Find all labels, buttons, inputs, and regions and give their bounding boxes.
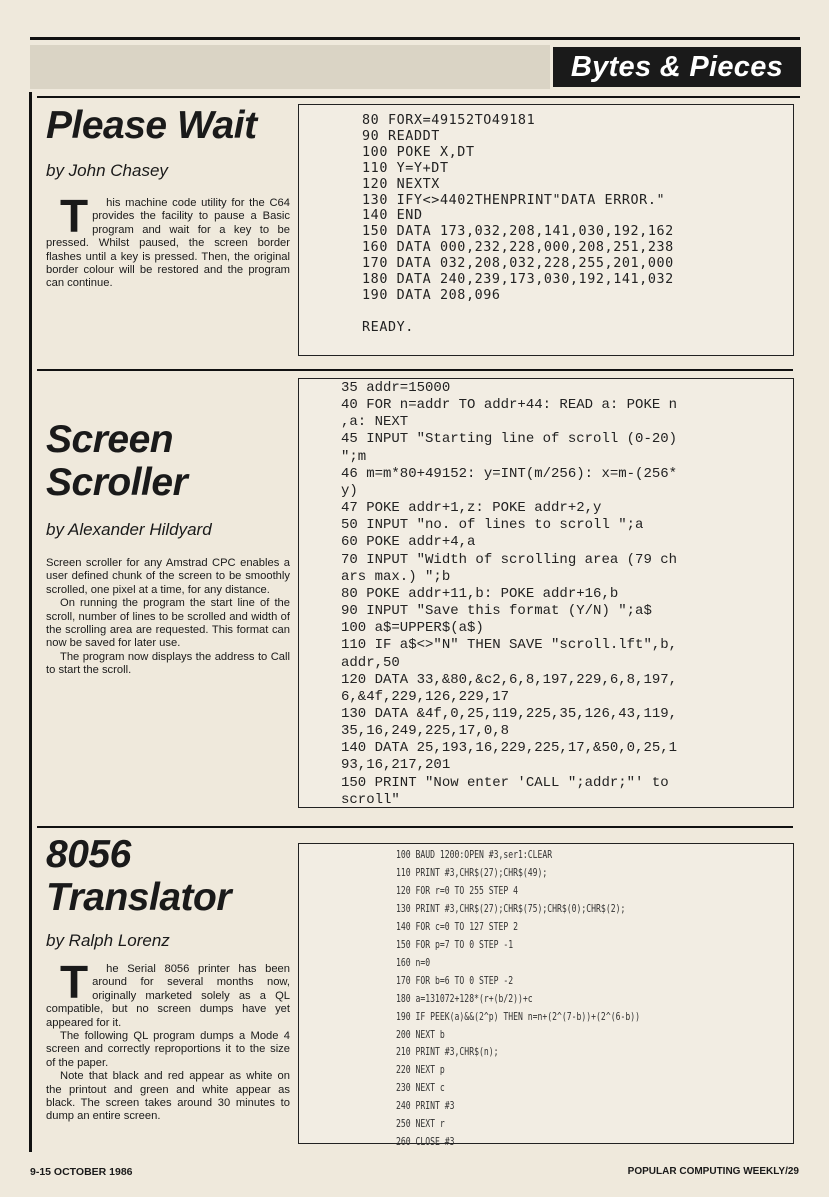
article-paragraph: Note that black and red appear as white on the printout and green and white appear as black. The screen takes around 30 minutes to dump an entire screen.: [46, 1070, 290, 1123]
code-line: 120 FOR r=0 TO 255 STEP 4: [396, 884, 518, 897]
code-line: 230 NEXT c: [396, 1082, 445, 1095]
code-line: 150 FOR p=7 TO 0 STEP -1: [396, 938, 514, 951]
article-paragraph: On running the program the start line of the scroll, number of lines to be scrolled and width of the scrolling area are requested. This format can now be saved for later use.: [46, 597, 290, 650]
top-rule: [30, 37, 800, 40]
code-line: 180 a=131072+128*(r+(b/2))+c: [396, 992, 533, 1005]
code-line: 110 Y=Y+DT: [362, 160, 449, 176]
article-title: Screen Scroller: [46, 418, 188, 504]
code-line: 140 FOR c=0 TO 127 STEP 2: [396, 920, 518, 933]
left-column-rule: [29, 92, 32, 1152]
code-line: 180 DATA 240,239,173,030,192,141,032: [362, 272, 674, 288]
code-line: 130 PRINT #3,CHR$(27);CHR$(75);CHR$(0);CHR$(2);: [396, 902, 626, 915]
code-line: 220 NEXT p: [396, 1064, 445, 1077]
code-line: 170 FOR b=6 TO 0 STEP -2: [396, 974, 514, 987]
code-line: 190 DATA 208,096: [362, 287, 501, 303]
code-line: 160 n=0: [396, 956, 431, 969]
code-line: 100 POKE X,DT: [362, 144, 475, 160]
drop-cap: T: [60, 190, 89, 242]
code-line: 150 DATA 173,032,208,141,030,192,162: [362, 224, 674, 240]
code-line: 100 a$=UPPER$(a$): [341, 620, 484, 637]
article-byline: by Alexander Hildyard: [46, 520, 212, 539]
article-body: [46, 956, 290, 1124]
code-line: y): [341, 482, 358, 499]
code-line: 93,16,217,201: [341, 757, 451, 774]
article-paragraph: T his machine code utility for the C64 provides the facility to pause a Basic program and wait for a key to be pressed. Whilst paused, the screen border flashes until a key is pressed. Then, the original border colour will be restored and the program can continue.: [46, 190, 290, 290]
code-line: 46 m=m*80+49152: y=INT(m/256): x=m-(256*: [341, 465, 678, 482]
code-line: 45 INPUT "Starting line of scroll (0-20): [341, 431, 678, 448]
code-line: READY.: [362, 319, 414, 335]
code-line: 40 FOR n=addr TO addr+44: READ a: POKE n: [341, 397, 678, 414]
code-line: 150 PRINT "Now enter 'CALL ";addr;"' to: [341, 774, 669, 791]
section-header: Bytes & Pieces: [553, 47, 801, 87]
article-8056-translator: [46, 833, 290, 1124]
code-line: 160 DATA 000,232,228,000,208,251,238: [362, 240, 674, 256]
code-line: 70 INPUT "Width of scrolling area (79 ch: [341, 551, 678, 568]
code-line: ars max.) ";b: [341, 568, 451, 585]
code-line: 140 END: [362, 208, 423, 224]
article-please-wait: [46, 104, 290, 291]
code-line: 6,&4f,229,126,229,17: [341, 688, 510, 705]
code-line: addr,50: [341, 654, 400, 671]
article-paragraph: The program now displays the address to Call to start the scroll.: [46, 650, 290, 677]
article-byline: by Ralph Lorenz: [46, 931, 170, 950]
code-line: 80 POKE addr+11,b: POKE addr+16,b: [341, 585, 619, 602]
code-line: 190 IF PEEK(a)&&(2^p) THEN n=n+(2^(7-b))+(2^(6-b)): [396, 1010, 640, 1023]
code-line: ,a: NEXT: [341, 414, 409, 431]
code-listing-box: [298, 104, 794, 356]
drop-cap: T: [60, 956, 89, 1008]
article-byline: by John Chasey: [46, 161, 168, 180]
code-line: 80 FORX=49152TO49181: [362, 113, 536, 128]
code-line: 170 DATA 032,208,032,228,255,201,000: [362, 256, 674, 272]
code-line: 90 READDT: [362, 128, 440, 144]
code-line: 110 IF a$<>"N" THEN SAVE "scroll.lft",b,: [341, 637, 678, 654]
code-line: 110 PRINT #3,CHR$(27);CHR$(49);: [396, 866, 548, 879]
code-line: ";m: [341, 448, 367, 465]
code-listing-box: [298, 378, 794, 808]
code-line: 240 PRINT #3: [396, 1100, 455, 1113]
code-line: 120 NEXTX: [362, 176, 440, 192]
code-listing-box: [298, 843, 794, 1149]
code-line: 130 IFY<>4402THENPRINT"DATA ERROR.": [362, 192, 666, 208]
code-listing: [396, 847, 640, 1152]
code-line: 47 POKE addr+1,z: POKE addr+2,y: [341, 500, 602, 517]
article-paragraph: Screen scroller for any Amstrad CPC enables a user defined chunk of the screen to be smoothly scrolled, one pixel at a time, for any distance.: [46, 557, 290, 596]
header-background-strip: [30, 45, 550, 89]
code-line: 210 PRINT #3,CHR$(n);: [396, 1046, 499, 1059]
article-screen-scroller: [46, 418, 290, 678]
footer-page: POPULAR COMPUTING WEEKLY/29: [627, 1166, 799, 1177]
code-line: 60 POKE addr+4,a: [341, 534, 476, 551]
code-line: 35,16,249,225,17,0,8: [341, 723, 510, 740]
code-line: 35 addr=15000: [341, 380, 451, 396]
code-line: 250 NEXT r: [396, 1118, 445, 1131]
code-listing: [362, 113, 674, 336]
article-separator: [37, 826, 793, 828]
code-line: 140 DATA 25,193,16,229,225,17,&50,0,25,1: [341, 740, 678, 757]
article-title: 8056 Translator: [46, 833, 232, 919]
code-line: [362, 304, 674, 320]
code-line: 260 CLOSE #3: [396, 1136, 455, 1149]
code-line: scroll": [341, 791, 400, 808]
code-line: 100 BAUD 1200:OPEN #3,ser1:CLEAR: [396, 849, 553, 861]
article-paragraph: The following QL program dumps a Mode 4 screen and correctly reproportions it to the size of the paper.: [46, 1030, 290, 1069]
code-line: 130 DATA &4f,0,25,119,225,35,126,43,119,: [341, 705, 678, 722]
code-line: 200 NEXT b: [396, 1028, 445, 1041]
article-separator: [37, 96, 800, 98]
article-separator: [37, 369, 793, 371]
code-listing: [341, 380, 677, 809]
code-line: 50 INPUT "no. of lines to scroll ";a: [341, 517, 644, 534]
code-line: 90 INPUT "Save this format (Y/N) ";a$: [341, 603, 652, 620]
article-body: [46, 190, 290, 291]
article-title: Please Wait: [46, 104, 257, 147]
footer-date: 9-15 OCTOBER 1986: [30, 1166, 133, 1178]
article-paragraph: T he Serial 8056 printer has been around for several months now, originally marketed solely as a QL compatible, but no screen dumps have yet appeared for it.: [46, 956, 290, 1029]
article-body: [46, 557, 290, 678]
code-line: 120 DATA 33,&80,&c2,6,8,197,229,6,8,197,: [341, 671, 678, 688]
